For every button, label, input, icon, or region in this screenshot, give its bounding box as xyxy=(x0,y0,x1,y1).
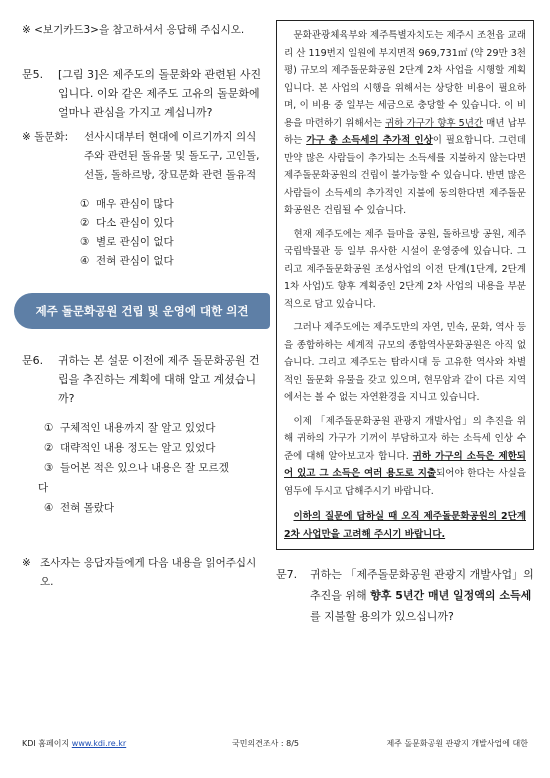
text-span: 이제 「제주돌문화공원 관광지 개발사업」의 추진을 위해 귀하의 가구가 기꺼이 부담하고자 하는 소득세 인상 수준에 대해 알아보고자 합니다. xyxy=(284,415,526,462)
kdi-website-link[interactable]: www.kdi.re.kr xyxy=(71,739,127,748)
option-label: 전혀 몰랐다 xyxy=(60,502,115,514)
text-span: 이 필요합니다. 그런데 만약 많은 사람들이 추가되는 소득세를 지불하지 않는다면 제주돌문화공원의 건립이 불가능할 수 있습니다. 반면 많은 사람들이 소득세의 추가적인 지불에 동의한다면 제주돌문화공원은 건립될 수 있습니다. xyxy=(284,135,527,216)
scenario-paragraph-3: 그러나 제주도에는 제주도만의 자연, 민속, 문화, 역사 등을 종합하하는 세계적 규모의 종합역사문화공원은 아직 없습니다. 그리고 제주도는 탐라시대 등 고유한 역사와 차별적인 돌문화 유물을 갖고 있으며, 현무암과 같이 다른 지역에서는 볼 수 없는 자연환경을 지니고 있습니다. xyxy=(284,322,526,403)
interviewer-note xyxy=(22,554,262,592)
option-marker: ③ xyxy=(44,462,54,474)
q5-options xyxy=(80,195,262,271)
scenario-paragraph-2: 현재 제주도에는 제주 들마을 공원, 돌하르방 공원, 제주국립박물관 등 일부 유사한 시설이 운영중에 있습니다. 그리고 제주돌문화공원 조성사업의 이전 단계(1단계, 2단계 1차 사업)도 향후 계획중인 2단계 2차 사업의 내용을 부분적으로 담고 있습니다. xyxy=(284,228,526,310)
emphasis-text: 귀하 가구의 소득은 제한되어 있고 그 소득은 여러 용도로 지출 xyxy=(284,450,526,479)
emphasis-text: 이하의 질문에 답하실 때 오직 제주돌문화공원의 2단계 2차 사업만을 고려해 주시기 바랍니다. xyxy=(284,511,526,540)
emphasis-text: 가구 총 소득세의 추가적 인상 xyxy=(306,135,433,146)
q5-option-4[interactable] xyxy=(80,252,262,271)
section-banner: 제주 돌문화공원 건립 및 운영에 대한 의견 xyxy=(14,293,270,329)
footer-label: KDI 홈페이지 xyxy=(22,739,70,748)
text-span: 매년 납부하는 xyxy=(284,117,526,146)
option-marker: ③ xyxy=(80,236,90,248)
option-marker: ② xyxy=(80,217,90,229)
footer-left xyxy=(22,738,126,749)
question-number: 문6. xyxy=(22,354,44,367)
option-marker: ④ xyxy=(80,255,90,267)
q6-option-2[interactable] xyxy=(44,438,262,458)
page-footer xyxy=(22,738,528,752)
page-number: 국민의견조사 : 8/5 xyxy=(232,739,300,748)
scenario-box xyxy=(276,20,534,550)
q6-option-1[interactable] xyxy=(44,418,262,438)
emphasis-text: 향후 5년간 매년 일정액의 소득세 xyxy=(370,589,532,602)
definition-label: ※ 돌문화: xyxy=(22,131,69,143)
option-marker: ④ xyxy=(44,502,54,514)
question-text xyxy=(310,564,534,627)
definition-text: 선사시대부터 현대에 이르기까지 의식주와 관련된 돌유물 및 돌도구, 고인돌, 선돌, 돌하르방, 장묘문화 관련 돌유적 xyxy=(84,131,260,181)
reference-card-note: ※ <보기카드3>을 참고하셔서 응답해 주십시오. xyxy=(22,24,245,36)
question-number: 문5. xyxy=(22,68,44,81)
question-text: 귀하는 본 설문 이전에 제주 돌문화공원 건립을 추진하는 계획에 대해 알고 계셨습니까? xyxy=(58,354,260,405)
note-mark: ※ xyxy=(22,557,31,569)
question-7 xyxy=(276,564,534,627)
note-text: 조사자는 응답자들에게 다음 내용을 읽어주십시오. xyxy=(40,557,257,588)
scenario-paragraph-4 xyxy=(284,413,526,501)
option-marker: ② xyxy=(44,442,54,454)
option-label: 매우 관심이 많다 xyxy=(96,198,174,210)
option-marker: ① xyxy=(80,198,90,210)
scenario-paragraph-1 xyxy=(284,27,526,220)
q6-option-3[interactable] xyxy=(44,458,262,478)
scenario-instruction xyxy=(284,508,526,543)
q6-option-4[interactable] xyxy=(44,498,262,518)
option-marker: ① xyxy=(44,422,54,434)
question-6 xyxy=(22,351,262,408)
option-label: 다소 관심이 있다 xyxy=(96,217,174,229)
text-span: 문화관광체육부와 제주특별자치도는 제주시 조천읍 교래리 산 119번지 일원에 부지면적 969,731㎡ (약 29만 3천평) 규모의 제주돌문화공원 2단계 2차 사업을 시행할 계획입니다. 본 사업의 시행을 위해서는 상당한 비용이 필요하며, 이 비용 중 일부는 세금으로 충당할 수 있습니다. 이 비용을 마련하기 위해서는 xyxy=(284,30,526,129)
q5-option-3[interactable] xyxy=(80,233,262,252)
question-number: 문7. xyxy=(276,568,298,581)
q6-options xyxy=(38,418,262,518)
option-label: 대략적인 내용 정도는 알고 있었다 xyxy=(60,442,216,454)
left-column xyxy=(22,22,262,592)
q6-option-3-wrap: 다 xyxy=(38,482,49,494)
stone-culture-definition xyxy=(22,128,262,185)
option-label: 별로 관심이 없다 xyxy=(96,236,174,248)
question-5 xyxy=(22,65,262,122)
q5-option-1[interactable] xyxy=(80,195,262,214)
right-column xyxy=(276,20,534,627)
text-span: 되어야 한다는 사실을 염두에 두시고 답해주시기 바랍니다. xyxy=(284,468,527,497)
option-label: 전혀 관심이 없다 xyxy=(96,255,174,267)
option-label: 구체적인 내용까지 잘 알고 있었다 xyxy=(60,422,216,434)
text-span: 귀하는 「제주돌문화공원 관광지 개발사업」의 추진을 위해 xyxy=(310,568,534,602)
option-label: 들어본 적은 있으나 내용은 잘 모르겠 xyxy=(60,462,229,474)
q5-option-2[interactable] xyxy=(80,214,262,233)
question-text: [그림 3]은 제주도의 돌문화와 관련된 사진입니다. 이와 같은 제주도 고유의 돌문화에 얼마나 관심을 가지고 계십니까? xyxy=(58,68,262,119)
survey-title: 제주 돌문화공원 관광지 개발사업에 대한 xyxy=(386,739,528,748)
text-span: 를 지불할 용의가 있으십니까? xyxy=(310,610,454,623)
underlined-text: 귀하 가구가 향후 5년간 xyxy=(385,117,484,129)
